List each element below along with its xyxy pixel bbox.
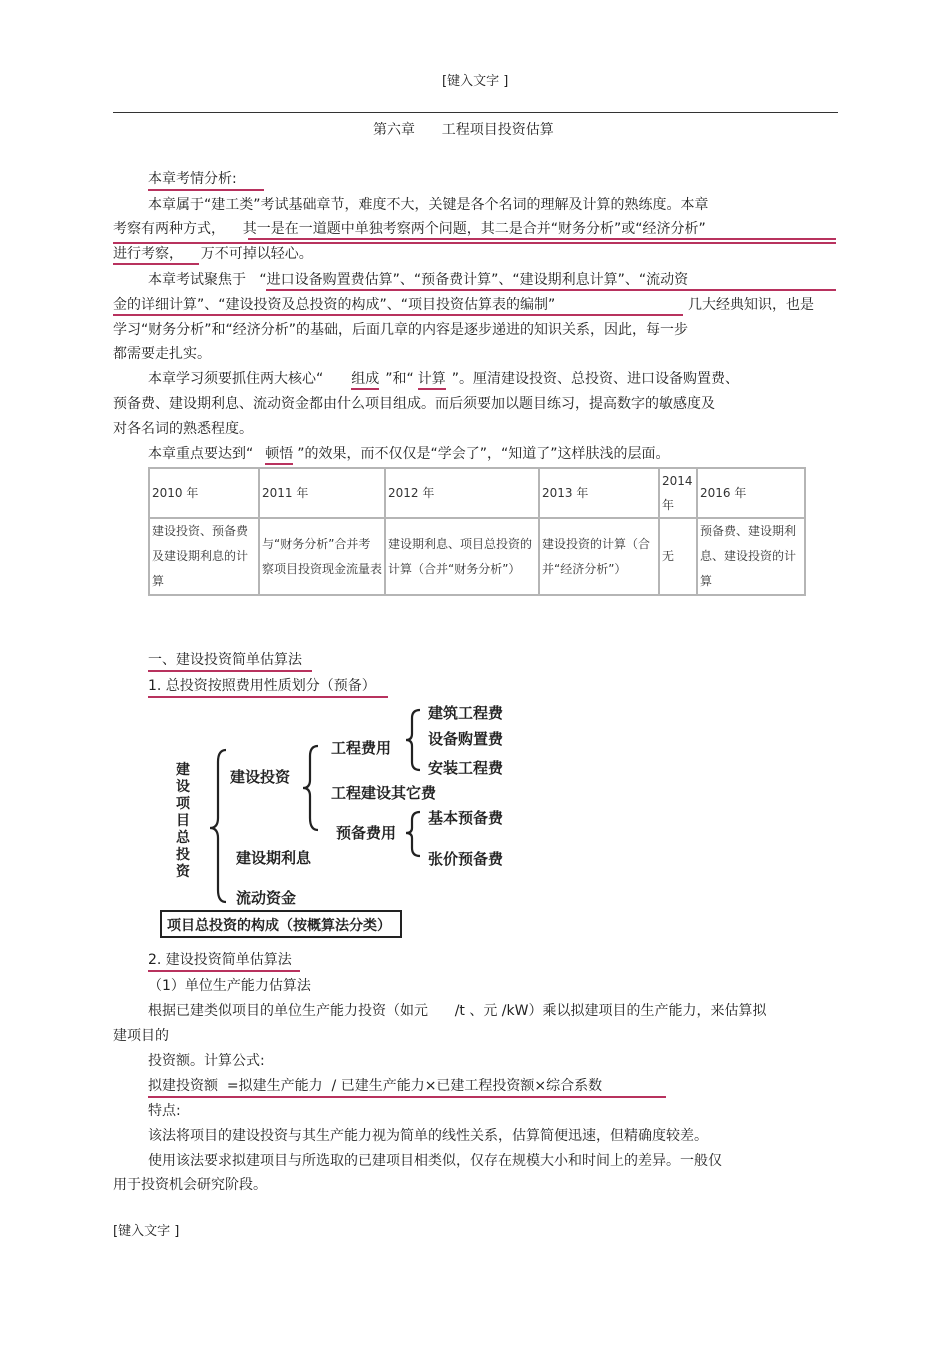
p3-line1-b: ”和“ [385, 371, 414, 387]
p3-line3: 对各名词的熟悉程度。 [113, 421, 253, 437]
brace-yubei [406, 812, 420, 856]
table-cell: 与“财务分析”合并考察项目投资现金流量表 [259, 518, 385, 595]
p4-line [148, 445, 670, 463]
table-row [149, 518, 805, 595]
brace-gongcheng [406, 710, 420, 770]
p1-line1: 本章属于“建工类”考试基础章节，难度不大，关键是各个名词的理解及计算的熟练度。本章 [148, 197, 709, 213]
keyword-jisuan: 计算 [418, 371, 446, 390]
brace-jianshe [303, 746, 318, 830]
p1-underline-c [113, 263, 199, 265]
diagram-qita: 工程建设其它费 [331, 784, 437, 802]
diagram-jianzhu: 建筑工程费 [428, 704, 504, 722]
p5-line2: 建项目的 [113, 1028, 169, 1044]
p1-line2: 考察有两种方式， 其一是在一道题中单独考察两个问题，其二是合并“财务分析”或“经济分析” [113, 221, 706, 237]
section1-title: 一、建设投资简单估算法 [148, 651, 312, 672]
p3-line2: 预备费、建设期利息、流动资金都由什么项目组成。而后须要加以题目练习，提高数字的敏感度及 [113, 396, 715, 412]
p4-a: 本章重点要达到“ [148, 446, 254, 462]
p5-line3: 投资额。计算公式: [148, 1053, 265, 1069]
p2-underline-b [113, 314, 683, 316]
section1-2-title: 2. 建设投资简单估算法 [148, 951, 300, 972]
keyword-zucheng: 组成 [351, 371, 379, 390]
p1-underline-a [248, 238, 836, 240]
p2-line4: 都需要走扎实。 [113, 346, 211, 362]
diagram-gongcheng: 工程费用 [331, 739, 392, 757]
p1-line3: 进行考察， 万不可掉以轻心。 [113, 246, 313, 262]
p2-line2: 金的详细计算”、“建设投资及总投资的构成”、“项目投资估算表的编制” [113, 297, 556, 313]
p1-underline-b [113, 242, 836, 244]
p4-b: ”的效果，而不仅仅是“学会了”，“知道了”这样肤浅的层面。 [297, 446, 670, 462]
diagram-shebei: 设备购置费 [428, 730, 504, 748]
p6: 该法将项目的建设投资与其生产能力视为简单的线性关系，估算简便迅速，但精确度较差。 [148, 1128, 708, 1144]
table-header-cell: 2012 年 [385, 468, 539, 518]
table-header-cell: 2016 年 [697, 468, 805, 518]
investment-structure-diagram [148, 700, 518, 945]
page-header: [键入文字 ] [442, 74, 509, 89]
section1-1-title: 1. 总投资按照费用性质划分（预备） [148, 677, 388, 698]
table-header-cell: 2010 年 [149, 468, 259, 518]
diagram-anzhuang: 安装工程费 [428, 759, 504, 777]
table-header-cell: 2011 年 [259, 468, 385, 518]
diagram-liudong: 流动资金 [236, 889, 297, 907]
table-header-cell: 2013 年 [539, 468, 659, 518]
diagram-lixi: 建设期利息 [236, 849, 312, 867]
table-cell: 建设期利息、项目总投资的计算（合并“财务分析”） [385, 518, 539, 595]
table-cell: 建设投资、预备费及建设期利息的计算 [149, 518, 259, 595]
p2-line2-tail: 几大经典知识，也是 [688, 297, 814, 313]
table-header-row [149, 468, 805, 518]
diagram-yubei: 预备费用 [336, 824, 397, 842]
p7-line2: 用于投资机会研究阶段。 [113, 1177, 267, 1193]
diagram-jiben: 基本预备费 [428, 809, 504, 827]
p3-line1 [148, 370, 739, 388]
table-header-cell: 2014 年 [659, 468, 697, 518]
table-cell: 无 [659, 518, 697, 595]
formula: 拟建投资额 =拟建生产能力 / 已建生产能力×已建工程投资额×综合系数 [148, 1077, 666, 1098]
analysis-heading: 本章考情分析: [148, 170, 264, 191]
p3-line1-c: ”。厘清建设投资、总投资、进口设备购置费、 [451, 371, 740, 387]
table-cell: 预备费、建设期利息、建设投资的计算 [697, 518, 805, 595]
diagram-zhangjia: 张价预备费 [428, 850, 504, 868]
page-footer: [键入文字 ] [113, 1224, 180, 1239]
p3-line1-a: 本章学习须要抓住两大核心“ [148, 371, 324, 387]
table-cell: 建设投资的计算（合并“经济分析”） [539, 518, 659, 595]
subsection-title: （1）单位生产能力估算法 [148, 978, 311, 994]
keyword-dunwu: 顿悟 [265, 446, 293, 465]
brace-root [210, 750, 226, 902]
p7-line1: 使用该法要求拟建项目与所选取的已建项目相类似，仅存在规模大小和时间上的差异。一般仅 [148, 1153, 722, 1169]
diagram-jianshe: 建设投资 [230, 768, 291, 786]
exam-history-table [148, 467, 806, 596]
feature-label: 特点: [148, 1103, 181, 1119]
p5-line1: 根据已建类似项目的单位生产能力投资（如元 /t 、元 /kW）乘以拟建项目的生产能力，来估算拟 [148, 1003, 767, 1019]
header-rule [113, 112, 838, 113]
chapter-title: 第六章 工程项目投资估算 [373, 122, 554, 138]
diagram-caption: 项目总投资的构成（按概算法分类） [167, 918, 391, 934]
p2-underline-a [266, 289, 836, 291]
p2-line1: 本章考试聚焦于 “进口设备购置费估算”、“预备费计算”、“建设期利息计算”、“流动资 [148, 272, 689, 288]
diagram-root: 建设项目总投资 [176, 762, 190, 880]
p2-line3: 学习“财务分析”和“经济分析”的基础，后面几章的内容是逐步递进的知识关系，因此，每一步 [113, 322, 689, 338]
